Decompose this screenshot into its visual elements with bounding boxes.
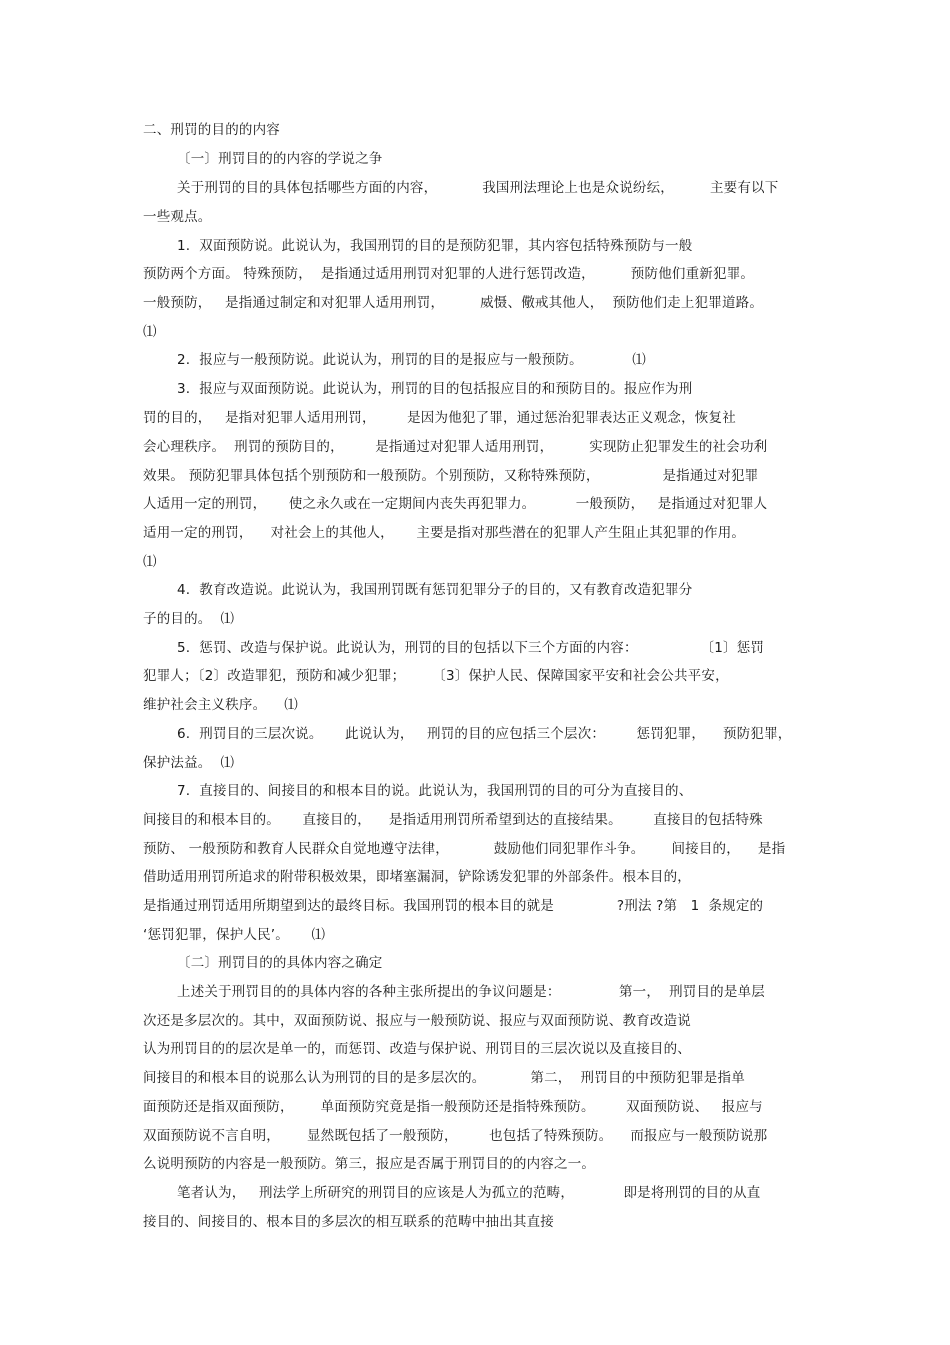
text-line: 面预防还是指双面预防， 单面预防究竟是指一般预防还是指特殊预防。 双面预防说、 报应与 <box>143 1099 763 1115</box>
text-line: 借助适用刑罚所追求的附带积极效果，即堵塞漏洞，铲除诱发犯罪的外部条件。根本目的， <box>143 869 691 885</box>
text-line: 一些观点。 <box>143 209 212 225</box>
text-line: 犯罪人；〔2〕改造罪犯，预防和减少犯罪； 〔3〕保护人民、保障国家平安和社会公共平安， <box>143 668 729 684</box>
text-line: 7. 直接目的、间接目的和根本目的说。此说认为，我国刑罚的目的可分为直接目的、 <box>177 783 693 799</box>
text-line: 接目的、间接目的、根本目的多层次的相互联系的范畴中抽出其直接 <box>143 1214 554 1230</box>
text-line: 6. 刑罚目的三层次说。 此说认为， 刑罚的目的应包括三个层次： 惩罚犯罪， 预防犯罪， <box>177 726 792 742</box>
text-line: 2. 报应与一般预防说。此说认为，刑罚的目的是报应与一般预防。 ⑴ <box>177 352 646 368</box>
text-line: 关于刑罚的目的具体包括哪些方面的内容， 我国刑法理论上也是众说纷纭， 主要有以下 <box>177 180 779 196</box>
text-line: 间接目的和根本目的。 直接目的， 是指适用刑罚所希望到达的直接结果。 直接目的包括特殊 <box>143 812 763 828</box>
text-line: 保护法益。 ⑴ <box>143 755 235 771</box>
text-line: 一般预防， 是指通过制定和对犯罪人适用刑罚， 威慑、儆戒其他人， 预防他们走上犯罪道路。 <box>143 295 764 311</box>
text-line: 1. 双面预防说。此说认为，我国刑罚的目的是预防犯罪，其内容包括特殊预防与一般 <box>177 238 693 254</box>
text-line: 效果。 预防犯罪具体包括个别预防和一般预防。个别预防，又称特殊预防， 是指通过对犯罪 <box>143 468 759 484</box>
text-line: 适用一定的刑罚， 对社会上的其他人， 主要是指对那些潜在的犯罪人产生阻止其犯罪的作用。 <box>143 525 746 541</box>
text-line: 罚的目的， 是指对犯罪人适用刑罚， 是因为他犯了罪，通过惩治犯罪表达正义观念，恢复社 <box>143 410 736 426</box>
text-line: 子的目的。 ⑴ <box>143 611 235 627</box>
text-line: 次还是多层次的。其中，双面预防说、报应与一般预防说、报应与双面预防说、教育改造说 <box>143 1013 691 1029</box>
text-line: 双面预防说不言自明， 显然既包括了一般预防， 也包括了特殊预防。 而报应与一般预防说那 <box>143 1128 768 1144</box>
text-line: 间接目的和根本目的说那么认为刑罚的目的是多层次的。 第二， 刑罚目的中预防犯罪是指单 <box>143 1070 745 1086</box>
text-line: 么说明预防的内容是一般预防。第三，报应是否属于刑罚目的的内容之一。 <box>143 1156 596 1172</box>
text-line: ‘惩罚犯罪，保护人民’。 ⑴ <box>143 927 326 943</box>
subsection-heading: 〔一〕刑罚目的的内容的学说之争 <box>177 151 383 167</box>
footnote-ref: ⑴ <box>143 554 157 570</box>
text-line: 预防两个方面。 特殊预防， 是指通过适用刑罚对犯罪的人进行惩罚改造， 预防他们重新犯罪。 <box>143 266 755 282</box>
text-line: 是指通过刑罚适用所期望到达的最终目标。我国刑罚的根本目的就是 ?刑法 ?第 1 条规定的 <box>143 898 764 914</box>
text-line: 5. 惩罚、改造与保护说。此说认为，刑罚的目的包括以下三个方面的内容： 〔1〕惩罚 <box>177 640 765 656</box>
text-line: 人适用一定的刑罚， 使之永久或在一定期间内丧失再犯罪力。 一般预防， 是指通过对犯罪人 <box>143 496 768 512</box>
subsection-heading: 〔二〕刑罚目的的具体内容之确定 <box>177 955 383 971</box>
footnote-ref: ⑴ <box>143 324 157 340</box>
text-line: 4. 教育改造说。此说认为，我国刑罚既有惩罚犯罪分子的目的，又有教育改造犯罪分 <box>177 582 693 598</box>
text-line: 认为刑罚目的的层次是单一的，而惩罚、改造与保护说、刑罚目的三层次说以及直接目的、 <box>143 1041 691 1057</box>
text-line: 上述关于刑罚目的的具体内容的各种主张所提出的争议问题是： 第一， 刑罚目的是单层 <box>177 984 765 1000</box>
text-line: 笔者认为， 刑法学上所研究的刑罚目的应该是人为孤立的范畴， 即是将刑罚的目的从直 <box>177 1185 761 1201</box>
text-line: 3. 报应与双面预防说。此说认为，刑罚的目的包括报应目的和预防目的。报应作为刑 <box>177 381 693 397</box>
text-line: 维护社会主义秩序。 ⑴ <box>143 697 298 713</box>
section-heading: 二、刑罚的目的的内容 <box>143 122 280 138</box>
text-line: 预防、 一般预防和教育人民群众自觉地遵守法律， 鼓励他们同犯罪作斗争。 间接目的， 是指 <box>143 841 786 857</box>
text-line: 会心理秩序。 刑罚的预防目的， 是指通过对犯罪人适用刑罚， 实现防止犯罪发生的社会功利 <box>143 439 768 455</box>
